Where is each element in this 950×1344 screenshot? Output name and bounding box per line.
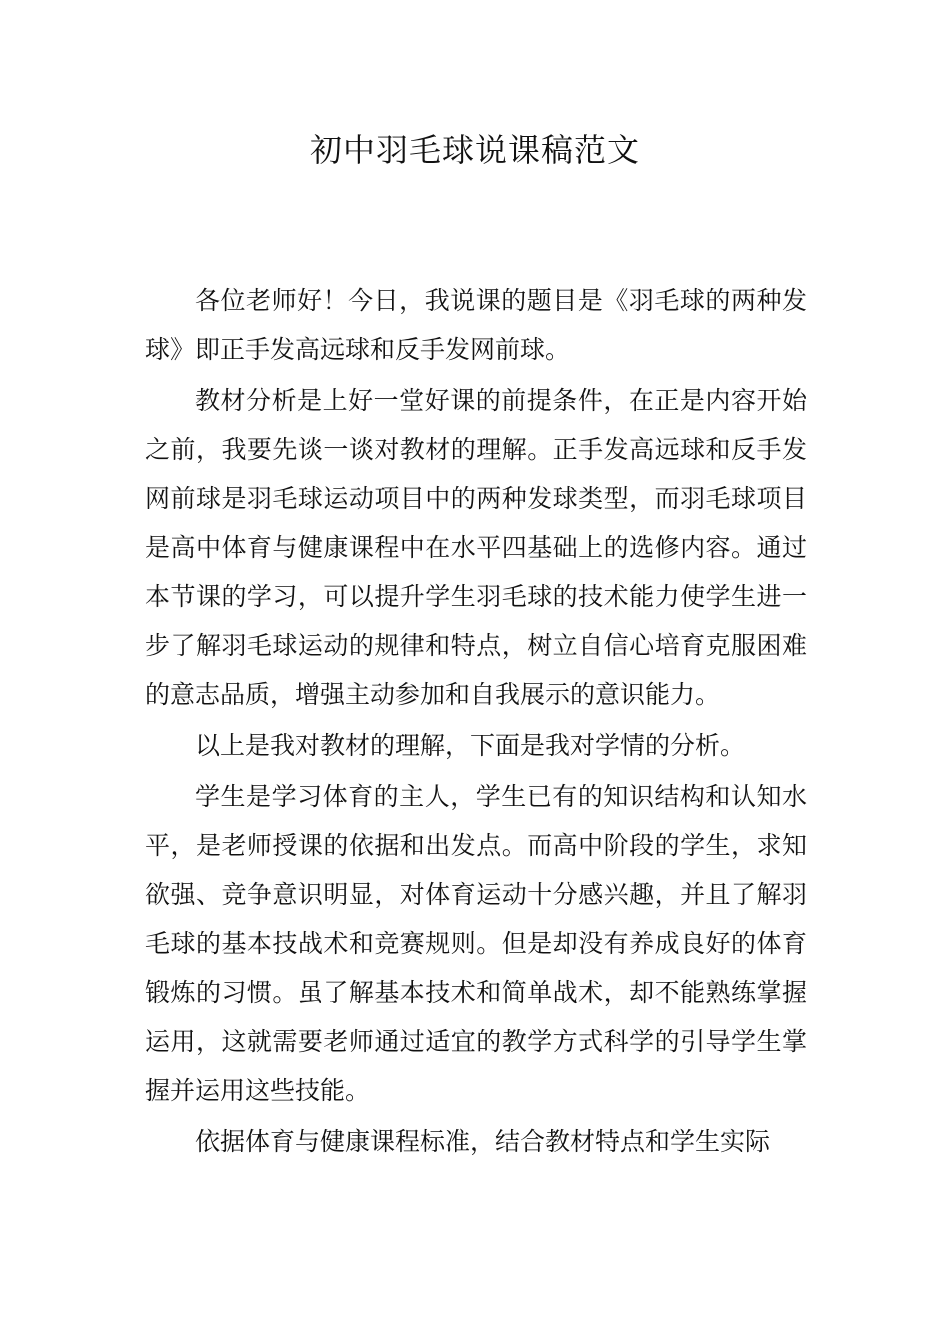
paragraph-curriculum-standard: 依据体育与健康课程标准，结合教材特点和学生实际 (195, 1127, 771, 1156)
paragraph-transition: 以上是我对教材的理解，下面是我对学情的分析。 (195, 731, 746, 760)
paragraph-textbook-analysis: 教材分析是上好一堂好课的前提条件，在正是内容开始之前，我要先谈一谈对教材的理解。正手发高远球和反手发网前球是羽毛球运动项目中的两种发球类型，而羽毛球项目是高中体育与健康课程中在水平四基础上的选修内容。通过本节课的学习，可以提升学生羽毛球的技术能力使学生进一步了解羽毛球运动的规律和特点，树立自信心培育克服困难的意志品质，增强主动参加和自我展示的意识能力。 (145, 386, 807, 709)
document-body (145, 276, 807, 1166)
paragraph-greeting: 各位老师好！今日，我说课的题目是《羽毛球的两种发球》即正手发高远球和反手发网前球。 (145, 286, 807, 364)
paragraph-student-analysis: 学生是学习体育的主人，学生已有的知识结构和认知水平，是老师授课的依据和出发点。而高中阶段的学生，求知欲强、竞争意识明显，对体育运动十分感兴趣，并且了解羽毛球的基本技战术和竞赛规则。但是却没有养成良好的体育锻炼的习惯。虽了解基本技术和简单战术，却不能熟练掌握运用，这就需要老师通过适宜的教学方式科学的引导学生掌握并运用这些技能。 (145, 782, 807, 1105)
document-title: 初中羽毛球说课稿范文 (309, 131, 640, 169)
